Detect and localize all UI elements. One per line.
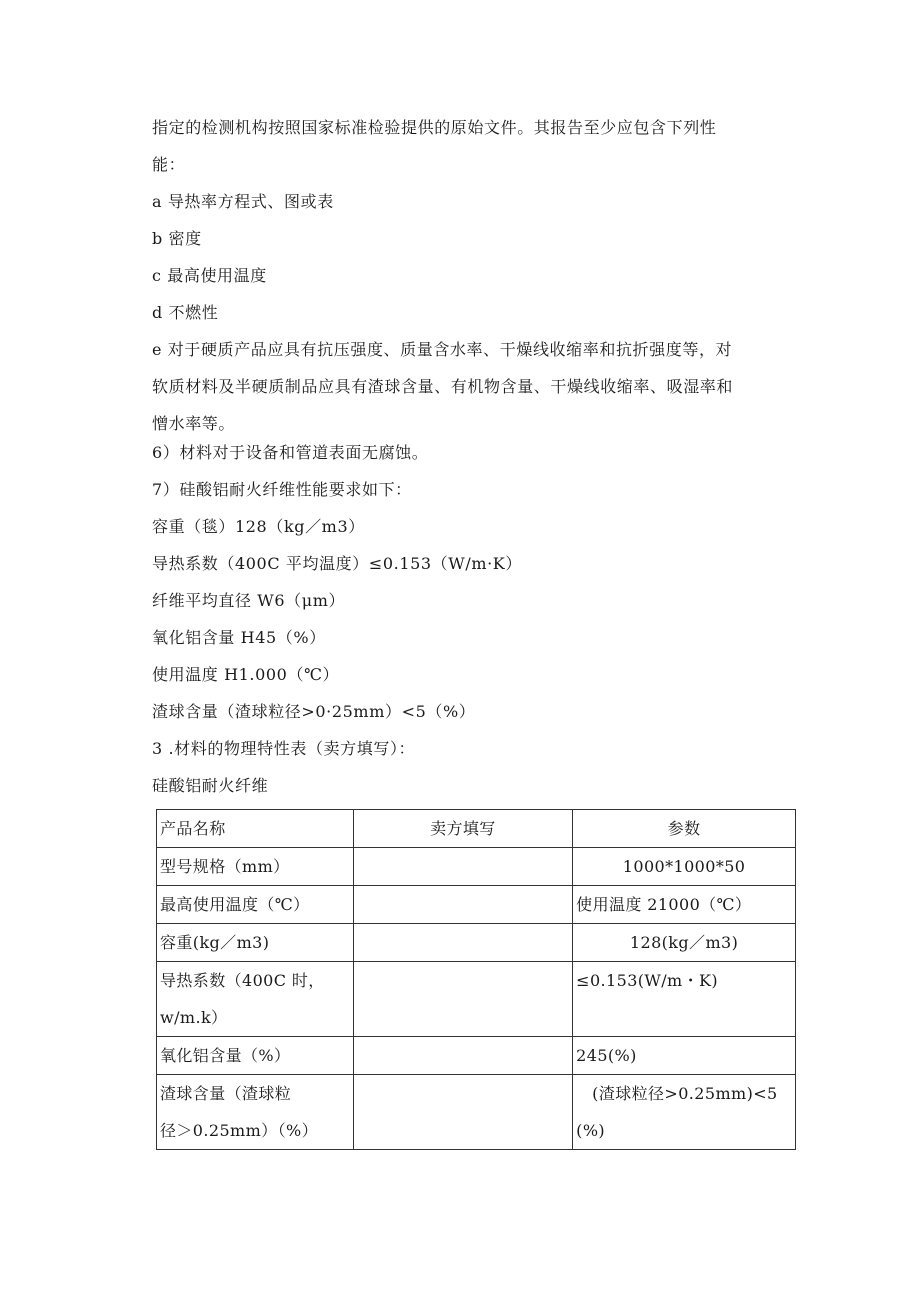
requirement-shot-content: 渣球含量（渣球粒径>0·25mm）<5（%） (152, 702, 476, 721)
cell-seller-input[interactable] (353, 924, 573, 962)
requirement-fiber-diameter: 纤维平均直径 W6（μm） (152, 591, 346, 610)
cell-param-line-1: (渣球粒径>0.25mm)<5 (592, 1084, 778, 1103)
cell-seller-input[interactable] (353, 1075, 573, 1150)
intro-line-2: 能： (152, 155, 186, 174)
item-e-line-2: 软质材料及半硬质制品应具有渣球含量、有机物含量、干燥线收缩率、吸湿率和 (152, 377, 734, 396)
requirement-temperature: 使用温度 H1.000（℃） (152, 665, 340, 684)
cell-param: 128(kg／m3) (573, 924, 796, 962)
item-e-line-3: 憎水率等。 (152, 414, 236, 433)
table-row (157, 962, 796, 1037)
cell-name: 容重(kg／m3) (157, 924, 354, 962)
header-parameter: 参数 (573, 810, 796, 848)
cell-name (157, 962, 354, 1037)
intro-line-1: 指定的检测机构按照国家标准检验提供的原始文件。其报告至少应包含下列性 (152, 118, 717, 137)
list-item-e (152, 331, 802, 442)
cell-name-line-1: 导热系数（400C 时， (160, 971, 325, 990)
cell-name-line-2: w/m.k） (160, 1008, 228, 1027)
list-item-c: c 最高使用温度 (152, 266, 267, 285)
cell-name-line-1: 渣球含量（渣球粒 (160, 1084, 292, 1103)
list-item-b: b 密度 (152, 229, 202, 248)
cell-param: 使用温度 21000（℃） (573, 886, 796, 924)
material-name: 硅酸铝耐火纤维 (152, 776, 269, 795)
cell-name (157, 1075, 354, 1150)
cell-param-line-2: (%) (576, 1121, 606, 1140)
table-row (157, 1075, 796, 1150)
cell-name: 型号规格（mm） (157, 848, 354, 886)
section-3 (152, 730, 802, 804)
requirement-conductivity: 导热系数（400C 平均温度）≤0.153（W/m·K） (152, 554, 522, 573)
cell-param: 245(%) (573, 1037, 796, 1075)
clause-6: 6）材料对于设备和管道表面无腐蚀。 (152, 443, 429, 462)
section-3-heading: 3 .材料的物理特性表（卖方填写）： (152, 739, 416, 758)
cell-name-line-2: 径＞0.25mm）（%） (160, 1121, 318, 1140)
cell-seller-input[interactable] (353, 848, 573, 886)
cell-name: 氧化铝含量（%） (157, 1037, 354, 1075)
table-row (157, 924, 796, 962)
requirement-density: 容重（毯）128（kg／m3） (152, 517, 365, 536)
cell-param: 1000*1000*50 (573, 848, 796, 886)
properties-table (156, 809, 796, 1150)
property-list (152, 183, 802, 331)
clause-7: 7）硅酸铝耐火纤维性能要求如下： (152, 480, 412, 499)
requirement-alumina: 氧化铝含量 H45（%） (152, 628, 326, 647)
header-seller-fill: 卖方填写 (353, 810, 573, 848)
cell-name: 最高使用温度（℃） (157, 886, 354, 924)
cell-seller-input[interactable] (353, 886, 573, 924)
intro-paragraph (152, 109, 802, 183)
item-e-line-1: e 对于硬质产品应具有抗压强度、质量含水率、干燥线收缩率和抗折强度等，对 (152, 340, 733, 359)
table-row (157, 886, 796, 924)
table-row (157, 1037, 796, 1075)
list-item-d: d 不燃性 (152, 303, 219, 322)
cell-param (573, 1075, 796, 1150)
list-item-a: a 导热率方程式、图或表 (152, 192, 334, 211)
cell-param: ≤0.153(W/m・K) (573, 962, 796, 1037)
header-product-name: 产品名称 (157, 810, 354, 848)
cell-seller-input[interactable] (353, 1037, 573, 1075)
table-header-row (157, 810, 796, 848)
table-row (157, 848, 796, 886)
cell-seller-input[interactable] (353, 962, 573, 1037)
clauses (152, 434, 802, 508)
requirements-list (152, 508, 802, 730)
